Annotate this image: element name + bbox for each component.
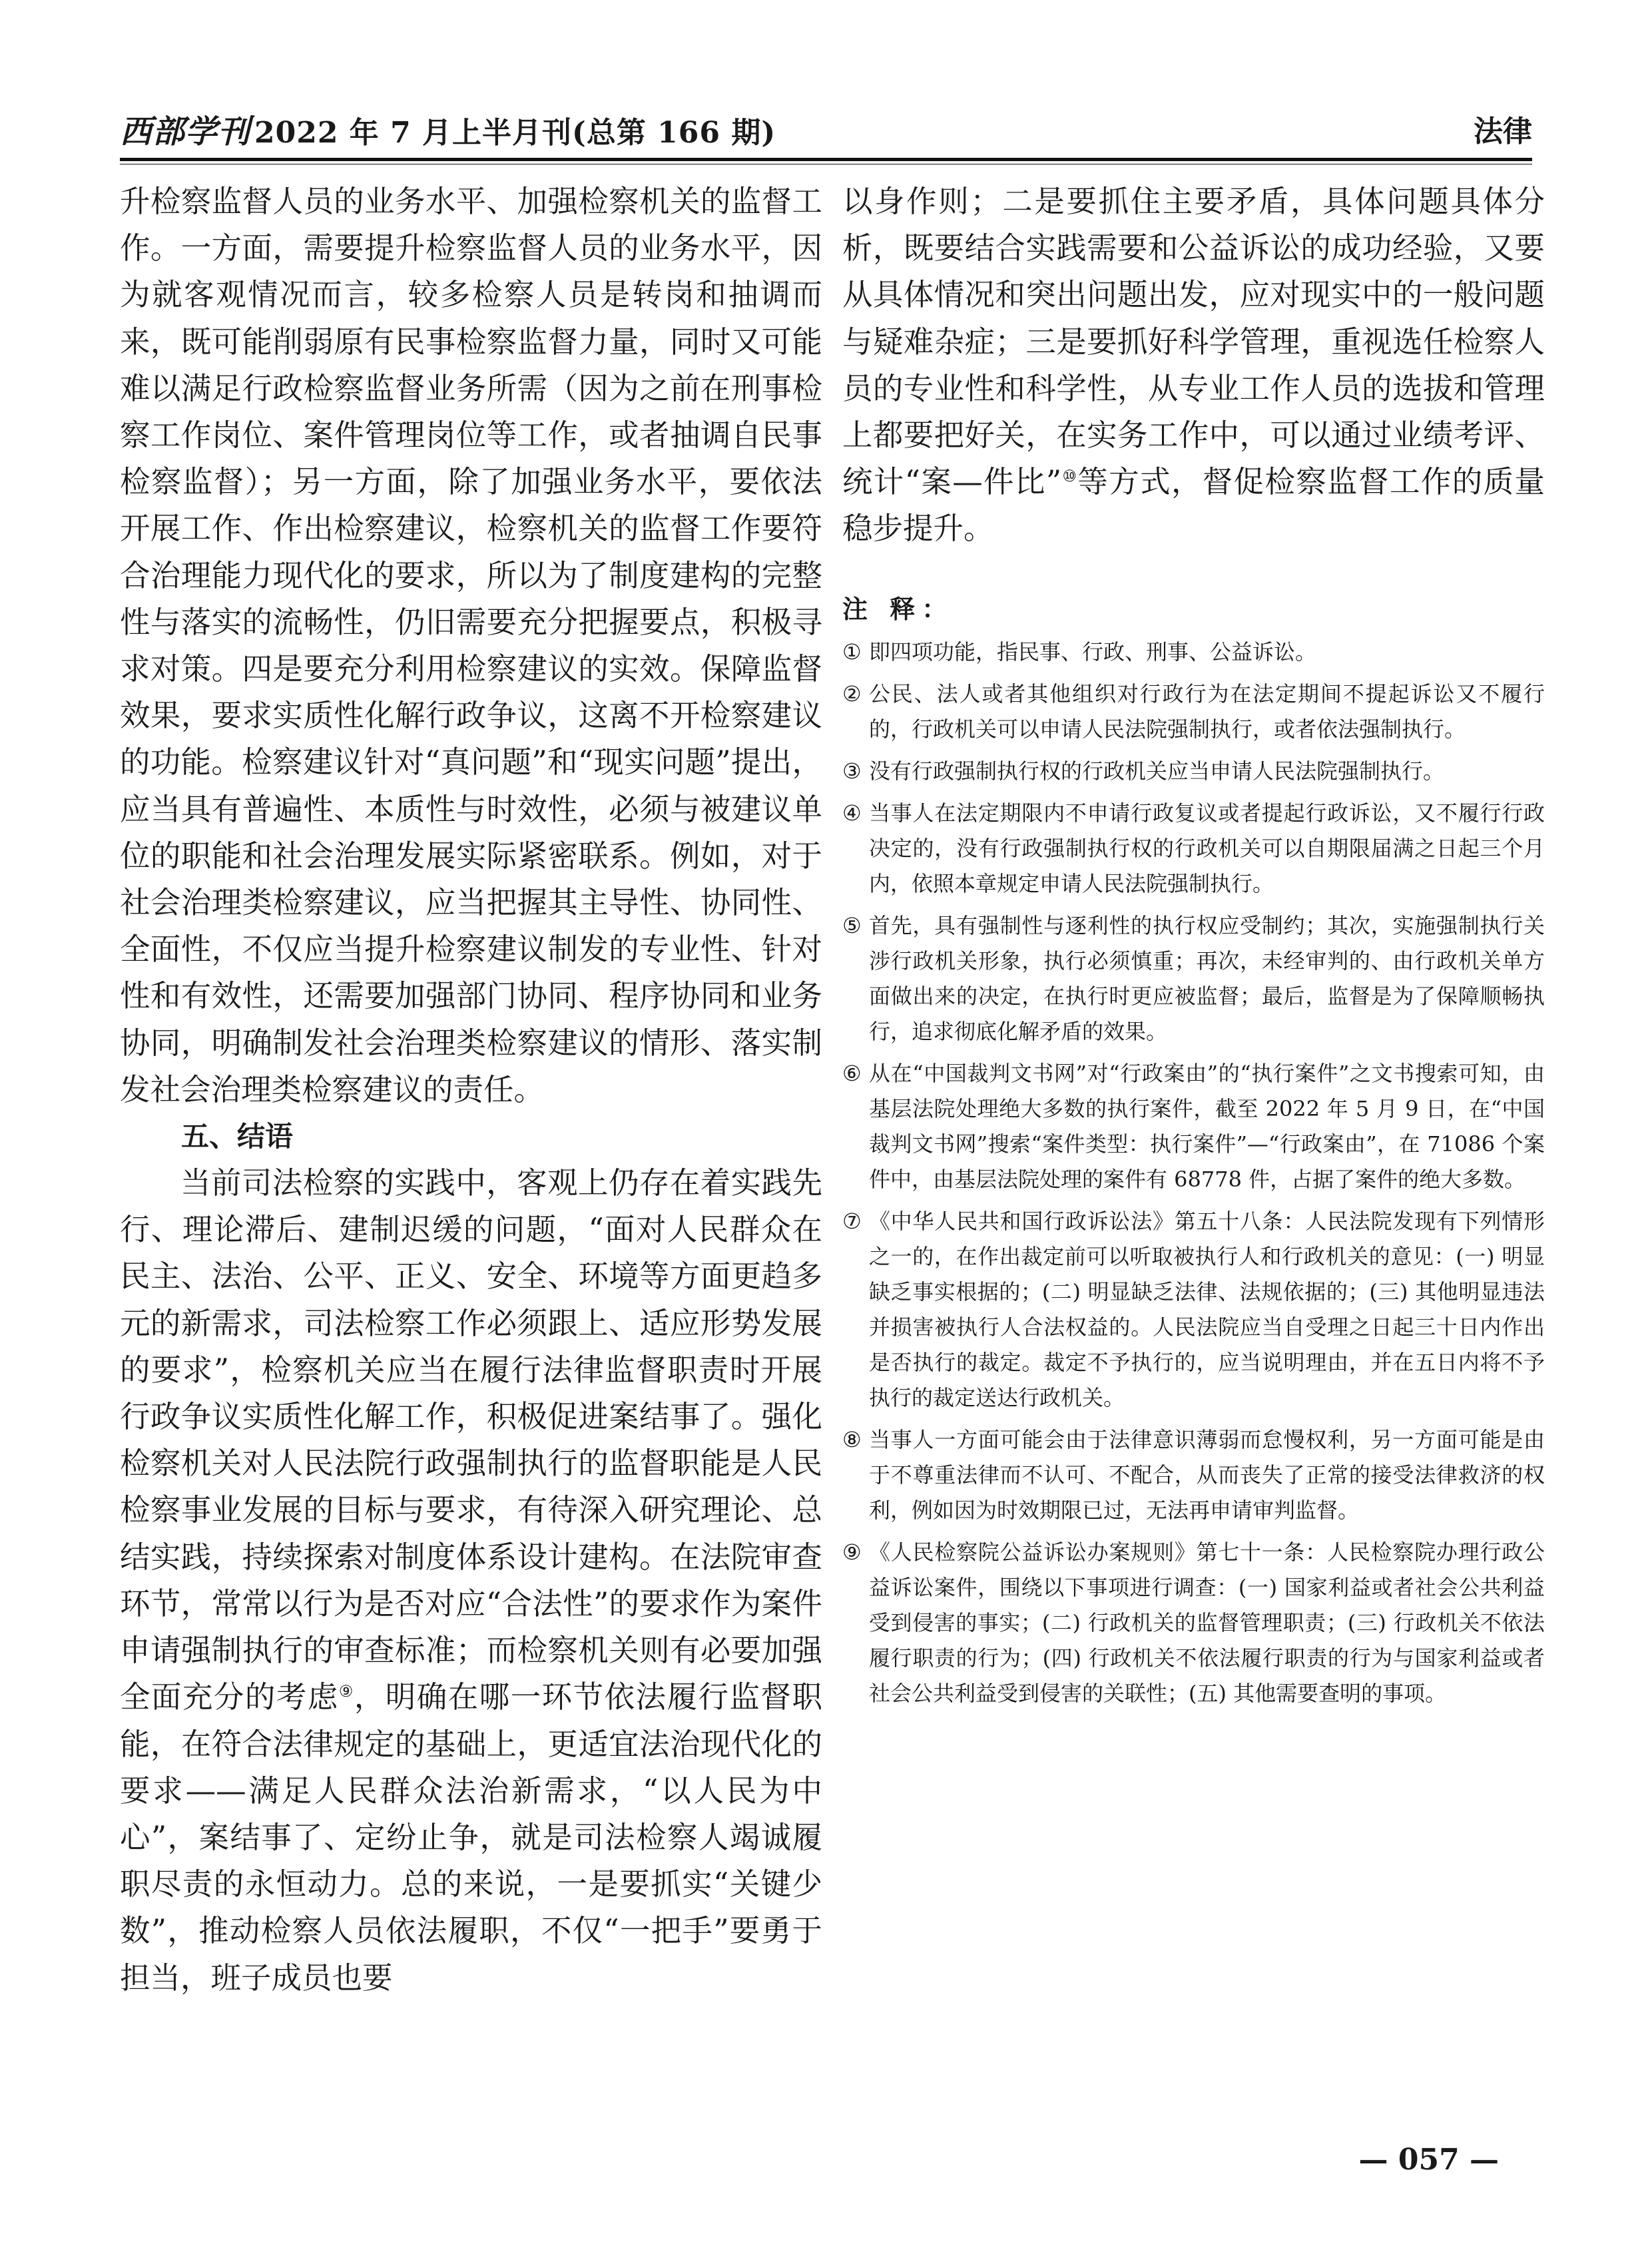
journal-title bbox=[120, 112, 776, 153]
note-number: ④ bbox=[842, 800, 862, 826]
journal-logo: 西部学刊 bbox=[120, 113, 251, 150]
note-text: 没有行政强制执行权的行政机关应当申请人民法院强制执行。 bbox=[869, 758, 1445, 784]
note-text: 当事人一方面可能会由于法律意识薄弱而怠慢权利，另一方面可能是由于不尊重法律而不认可、不配合，从而丧失了正常的接受法律救济的权利，例如因为时效期限已过，无法再申请审判监督。 bbox=[869, 1426, 1545, 1523]
paragraph-text: 以身作则；二是要抓住主要矛盾，具体问题具体分析，既要结合实践需要和公益诉讼的成功经验，又要从具体情况和突出问题出发，应对现实中的一般问题与疑难杂症；三是要抓好科学管理，重视选任检察人员的专业性和科学性，从专业工作人员的选拔和管理上都要把好关，在实务工作中，可以通过业绩考评、统计“案—件比” bbox=[842, 184, 1545, 500]
note-item bbox=[842, 754, 1545, 789]
body-paragraph: 升检察监督人员的业务水平、加强检察机关的监督工作。一方面，需要提升检察监督人员的业务水平，因为就客观情况而言，较多检察人员是转岗和抽调而来，既可能削弱原有民事检察监督力量，同时又可能难以满足行政检察监督业务所需（因为之前在刑事检察工作岗位、案件管理岗位等工作，或者抽调自民事检察监督）；另一方面，除了加强业务水平，要依法开展工作、作出检察建议，检察机关的监督工作要符合治理能力现代化的要求，所以为了制度建构的完整性与落实的流畅性，仍旧需要充分把握要点，积极寻求对策。四是要充分利用检察建议的实效。保障监督效果，要求实质性化解行政争议，这离不开检察建议的功能。检察建议针对“真问题”和“现实问题”提出，应当具有普遍性、本质性与时效性，必须与被建议单位的职能和社会治理发展实际紧密联系。例如，对于社会治理类检察建议，应当把握其主导性、协同性、全面性，不仅应当提升检察建议制发的专业性、针对性和有效性，还需要加强部门协同、程序协同和业务协同，明确制发社会治理类检察建议的情形、落实制发社会治理类检察建议的责任。 bbox=[120, 184, 822, 1107]
note-text: 《人民检察院公益诉讼办案规则》第七十一条：人民检察院办理行政公益诉讼案件，围绕以下事项进行调查：(一) 国家利益或者社会公共利益受到侵害的事实；(二) 行政机关的监督管理职责；(三) 行政机关不依法履行职责的行为；(四) 行政机关不依法履行职责的行为与国家利益或者社会公共利益受到侵害的关联性；(五) 其他需要查明的事项。 bbox=[869, 1539, 1545, 1706]
paragraph-text: 当前司法检察的实践中，客观上仍存在着实践先行、理论滞后、建制迟缓的问题，“面对人民群众在民主、法治、公平、正义、安全、环境等方面更趋多元的新需求，司法检察工作必须跟上、适应形势发展的要求”，检察机关应当在履行法律监督职责时开展行政争议实质性化解工作，积极促进案结事了。强化检察机关对人民法院行政强制执行的监督职能是人民检察事业发展的目标与要求，有待深入研究理论、总结实践，持续探索对制度体系设计建构。在法院审查环节，常常以行为是否对应“合法性”的要求作为案件申请强制执行的审查标准；而检察机关则有必要加强全面充分的考虑 bbox=[120, 1165, 822, 1715]
note-number: ② bbox=[842, 681, 862, 706]
body-paragraph bbox=[842, 178, 1545, 553]
paragraph-text: 等方式，督促检察监督工作的质量稳步提升。 bbox=[842, 464, 1545, 547]
note-number: ⑥ bbox=[842, 1060, 862, 1086]
note-text: 从在“中国裁判文书网”对“行政案由”的“执行案件”之文书搜索可知，由基层法院处理绝大多数的执行案件，截至 2022 年 5 月 9 日，在“中国裁判文书网”搜索“案件类型：执行案件”—“行政案由”，在 71086 个案件中，由基层法院处理的案件有 68778 件，占据了案件的绝大多数。 bbox=[869, 1060, 1545, 1192]
footnote-ref: ⑩ bbox=[1061, 467, 1078, 486]
page-number: — 057 — bbox=[1358, 2143, 1499, 2177]
note-number: ⑤ bbox=[842, 912, 862, 938]
note-item bbox=[842, 1056, 1545, 1197]
note-number: ⑧ bbox=[842, 1426, 862, 1452]
note-item bbox=[842, 908, 1545, 1049]
note-item bbox=[842, 796, 1545, 902]
note-number: ① bbox=[842, 639, 862, 665]
section-label: 法律 bbox=[1474, 115, 1532, 148]
note-text: 即四项功能，指民事、行政、刑事、公益诉讼。 bbox=[869, 639, 1317, 665]
header-rule bbox=[120, 158, 1532, 161]
note-item bbox=[842, 635, 1545, 670]
body-paragraph bbox=[120, 1160, 822, 2002]
note-text: 公民、法人或者其他组织对行政行为在法定期间不提起诉讼又不履行的，行政机关可以申请人民法院强制执行，或者依法强制执行。 bbox=[869, 681, 1545, 742]
page-header bbox=[120, 112, 1532, 165]
notes-title: 注 释： bbox=[842, 594, 954, 624]
footnote-ref: ⑨ bbox=[338, 1682, 354, 1701]
note-item bbox=[842, 1422, 1545, 1528]
section-heading: 五、结语 bbox=[181, 1120, 294, 1153]
paragraph-text: ，明确在哪一环节依法履行监督职能，在符合法律规定的基础上，更适宜法治现代化的要求——满足人民群众法治新需求，“以人民为中心”，案结事了、定纷止争，就是司法检察人竭诚履职尽责的永恒动力。总的来说，一是要抓实“关键少数”，推动检察人员依法履职，不仅“一把手”要勇于担当，班子成员也要 bbox=[120, 1679, 822, 1996]
note-item bbox=[842, 1535, 1545, 1711]
note-text: 《中华人民共和国行政诉讼法》第五十八条：人民法院发现有下列情形之一的，在作出裁定前可以听取被执行人和行政机关的意见：(一) 明显缺乏事实根据的；(二) 明显缺乏法律、法规依据的；(三) 其他明显违法并损害被执行人合法权益的。人民法院应当自受理之日起三十日内作出是否执行的裁定。裁定不予执行的，应当说明理由，并在五日内将不予执行的裁定送达行政机关。 bbox=[869, 1208, 1545, 1410]
note-text: 首先，具有强制性与逐利性的执行权应受制约；其次，实施强制执行关涉行政机关形象，执行必须慎重；再次，未经审判的、由行政机关单方面做出来的决定，在执行时更应被监督；最后，监督是为了保障顺畅执行，追求彻底化解矛盾的效果。 bbox=[869, 912, 1545, 1044]
note-number: ⑨ bbox=[842, 1539, 862, 1565]
note-item bbox=[842, 677, 1545, 747]
note-number: ⑦ bbox=[842, 1208, 862, 1234]
note-text: 当事人在法定期限内不申请行政复议或者提起行政诉讼，又不履行行政决定的，没有行政强制执行权的行政机关可以自期限届满之日起三个月内，依照本章规定申请人民法院强制执行。 bbox=[869, 800, 1545, 896]
issue-info: 2022 年 7 月上半月刊(总第 166 期) bbox=[254, 116, 776, 150]
right-column bbox=[842, 178, 1545, 1718]
notes-list bbox=[842, 635, 1545, 1711]
note-number: ③ bbox=[842, 758, 862, 784]
note-item bbox=[842, 1204, 1545, 1416]
left-column bbox=[120, 178, 822, 2002]
